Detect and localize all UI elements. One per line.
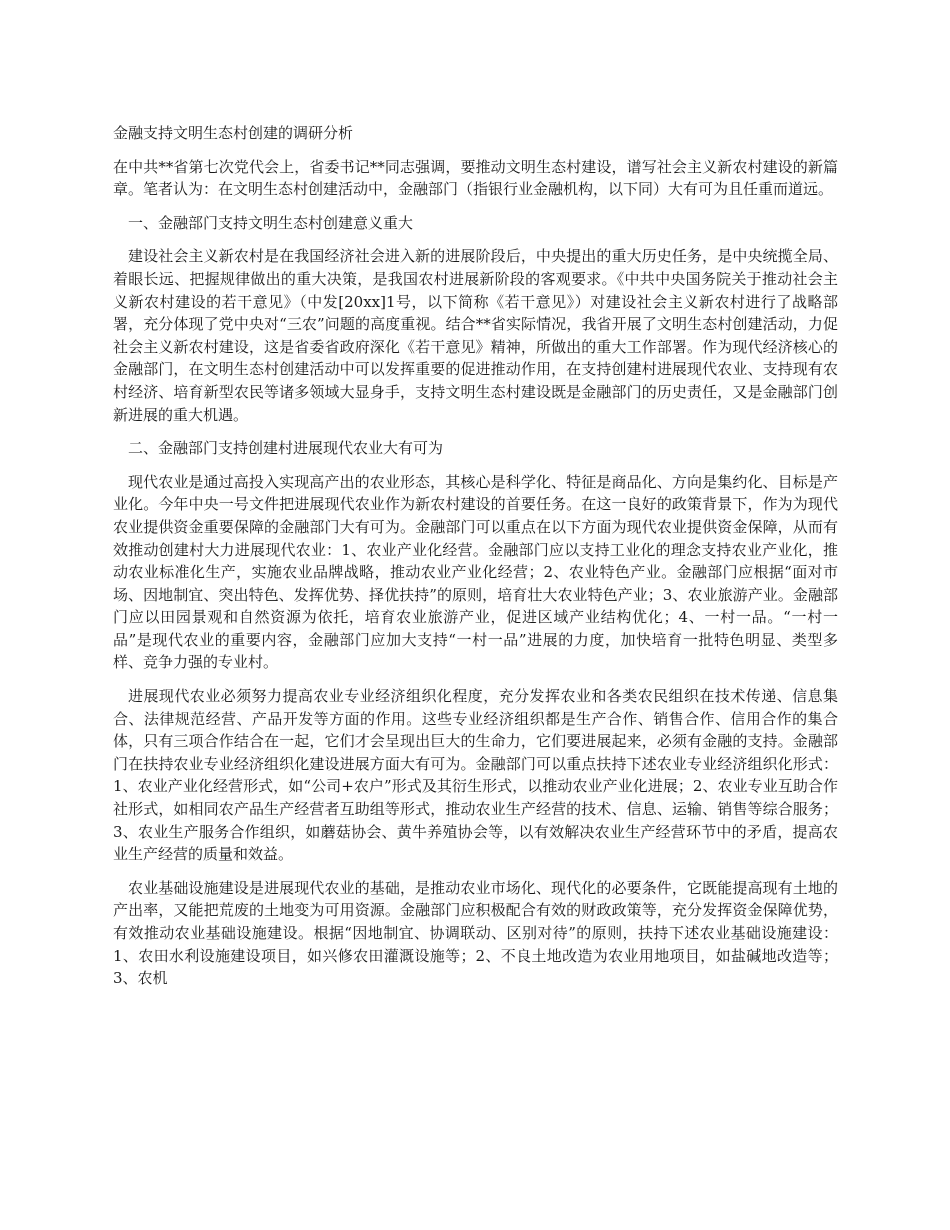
document-page bbox=[113, 122, 838, 1001]
intro-paragraph: 在中共**省第七次党代会上，省委书记**同志强调，要推动文明生态村建设，谱写社会主义新农村建设的新篇章。笔者认为：在文明生态村创建活动中，金融部门（指银行业金融机构，以下同）大有可为且任重而道远。 bbox=[113, 157, 838, 199]
section-2-paragraph-3: 农业基础设施建设是进展现代农业的基础，是推动农业市场化、现代化的必要条件，它既能提高现有土地的产出率，又能把荒废的土地变为可用资源。金融部门应积极配合有效的财政政策等，充分发挥资金保障优势，有效推动农业基础设施建设。根据“因地制宜、协调联动、区别对待”的原则，扶持下述农业基础设施建设：1、农田水利设施建设项目，如兴修农田灌溉设施等；2、不良土地改造为农业用地项目，如盐碱地改造等；3、农机 bbox=[113, 878, 838, 988]
section-1-paragraph-1: 建设社会主义新农村是在我国经济社会进入新的进展阶段后，中央提出的重大历史任务，是中央统揽全局、着眼长远、把握规律做出的重大决策，是我国农村进展新阶段的客观要求。《中共中央国务院关于推动社会主义新农村建设的若干意见》（中发[20xx]1号，以下简称《若干意见》）对建设社会主义新农村进行了战略部署，充分体现了党中央对“三农”问题的高度重视。结合**省实际情况，我省开展了文明生态村创建活动，力促社会主义新农村建设，这是省委省政府深化《若干意见》精神，所做出的重大工作部署。作为现代经济核心的金融部门，在文明生态村创建活动中可以发挥重要的促进推动作用，在支持创建村进展现代农业、支持现有农村经济、培育新型农民等诸多领域大显身手，支持文明生态村建设既是金融部门的历史责任，又是金融部门创新进展的重大机遇。 bbox=[113, 247, 838, 424]
document-title: 金融支持文明生态村创建的调研分析 bbox=[113, 124, 354, 142]
section-2-paragraph-1: 现代农业是通过高投入实现高产出的农业形态，其核心是科学化、特征是商品化、方向是集约化、目标是产业化。今年中央一号文件把进展现代农业作为新农村建设的首要任务。在这一良好的政策背景下，作为为现代农业提供资金重要保障的金融部门大有可为。金融部门可以重点在以下方面为现代农业提供资金保障，从而有效推动创建村大力进展现代农业：1、农业产业化经营。金融部门应以支持工业化的理念支持农业产业化，推动农业标准化生产，实施农业品牌战略，推动农业产业化经营；2、农业特色产业。金融部门应根据“面对市场、因地制宜、突出特色、发挥优势、择优扶持”的原则，培育壮大农业特色产业；3、农业旅游产业。金融部门应以田园景观和自然资源为依托，培育农业旅游产业，促进区域产业结构优化；4、一村一品。“一村一品”是现代农业的重要内容，金融部门应加大支持“一村一品”进展的力度，加快培育一批特色明显、类型多样、竞争力强的专业村。 bbox=[113, 472, 838, 672]
section-2-paragraph-2: 进展现代农业必须努力提高农业专业经济组织化程度，充分发挥农业和各类农民组织在技术传递、信息集合、法律规范经营、产品开发等方面的作用。这些专业经济组织都是生产合作、销售合作、信用合作的集合体，只有三项合作结合在一起，它们才会呈现出巨大的生命力，它们要进展起来，必须有金融的支持。金融部门在扶持农业专业经济组织化建设进展方面大有可为。金融部门可以重点扶持下述农业专业经济组织化形式：1、农业产业化经营形式，如“公司+农户”形式及其衍生形式，以推动农业产业化进展；2、农业专业互助合作社形式，如相同农产品生产经营者互助组等形式，推动农业生产经营的技术、信息、运输、销售等综合服务；3、农业生产服务合作组织，如蘑菇协会、黄牛养殖协会等，以有效解决农业生产经营环节中的矛盾，提高农业生产经营的质量和效益。 bbox=[113, 687, 838, 864]
section-2-heading: 二、金融部门支持创建村进展现代农业大有可为 bbox=[128, 439, 444, 458]
section-1-heading: 一、金融部门支持文明生态村创建意义重大 bbox=[128, 213, 414, 232]
